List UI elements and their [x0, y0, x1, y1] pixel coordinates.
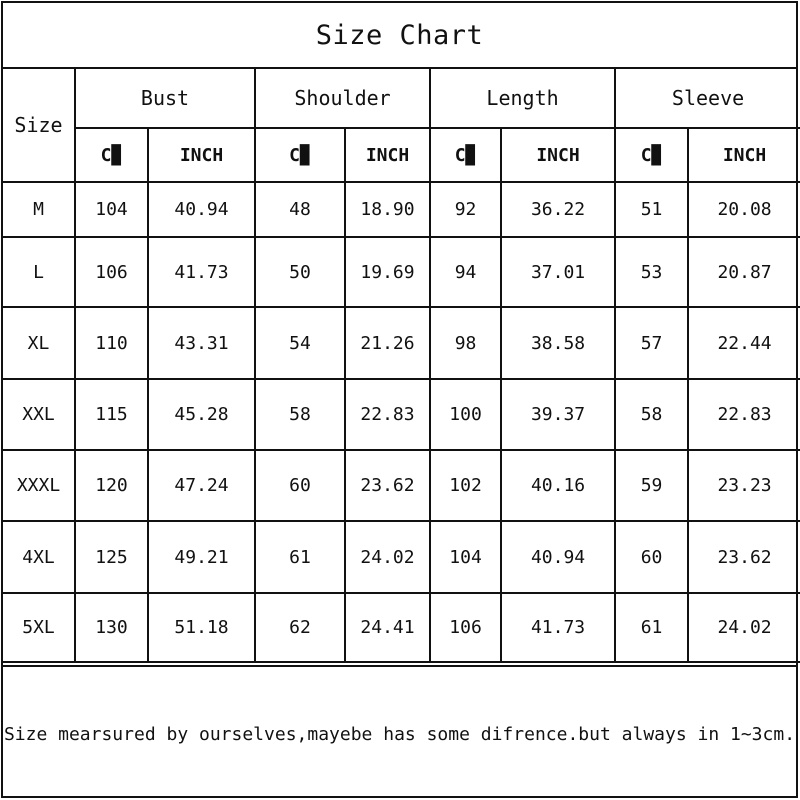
table-row	[3, 307, 800, 379]
size-chart	[1, 1, 798, 798]
sleeve-inch-cell: 22.83	[688, 379, 800, 450]
sleeve-cm-cell: 51	[615, 182, 688, 237]
length-cm-cell: 94	[430, 237, 501, 307]
group-header-row	[3, 69, 800, 128]
table-row	[3, 237, 800, 307]
shoulder-inch-cell: 22.83	[345, 379, 430, 450]
unit-inch-shoulder: INCH	[345, 128, 430, 182]
length-inch-cell: 37.01	[501, 237, 615, 307]
sleeve-inch-cell: 23.23	[688, 450, 800, 521]
bust-inch-cell: 49.21	[148, 521, 255, 593]
shoulder-cm-cell: 61	[255, 521, 345, 593]
sleeve-inch-cell: 24.02	[688, 593, 800, 662]
group-header-shoulder: Shoulder	[255, 69, 430, 128]
bust-cm-cell: 130	[75, 593, 148, 662]
bust-inch-cell: 41.73	[148, 237, 255, 307]
bust-inch-cell: 40.94	[148, 182, 255, 237]
length-inch-cell: 41.73	[501, 593, 615, 662]
table-row	[3, 182, 800, 237]
shoulder-inch-cell: 24.02	[345, 521, 430, 593]
unit-cm-shoulder: C▉	[255, 128, 345, 182]
shoulder-cm-cell: 60	[255, 450, 345, 521]
size-cell: 5XL	[3, 593, 75, 662]
unit-inch-bust: INCH	[148, 128, 255, 182]
size-cell: L	[3, 237, 75, 307]
sleeve-inch-cell: 23.62	[688, 521, 800, 593]
sleeve-cm-cell: 59	[615, 450, 688, 521]
bust-cm-cell: 110	[75, 307, 148, 379]
bust-cm-cell: 120	[75, 450, 148, 521]
shoulder-inch-cell: 21.26	[345, 307, 430, 379]
length-cm-cell: 100	[430, 379, 501, 450]
table-row	[3, 450, 800, 521]
length-inch-cell: 38.58	[501, 307, 615, 379]
shoulder-cm-cell: 50	[255, 237, 345, 307]
size-cell: XXXL	[3, 450, 75, 521]
bust-inch-cell: 47.24	[148, 450, 255, 521]
sleeve-inch-cell: 20.87	[688, 237, 800, 307]
length-cm-cell: 92	[430, 182, 501, 237]
bust-cm-cell: 125	[75, 521, 148, 593]
size-cell: XXL	[3, 379, 75, 450]
sleeve-cm-cell: 57	[615, 307, 688, 379]
bust-cm-cell: 106	[75, 237, 148, 307]
unit-cm-bust: C▉	[75, 128, 148, 182]
bust-inch-cell: 45.28	[148, 379, 255, 450]
group-header-length: Length	[430, 69, 615, 128]
sleeve-inch-cell: 20.08	[688, 182, 800, 237]
length-cm-cell: 104	[430, 521, 501, 593]
size-note: Size mearsured by ourselves,mayebe has some difrence.but always in 1~3cm.	[3, 665, 796, 796]
length-cm-cell: 98	[430, 307, 501, 379]
length-inch-cell: 36.22	[501, 182, 615, 237]
table-row	[3, 593, 800, 662]
size-column-header: Size	[3, 69, 75, 182]
length-inch-cell: 40.16	[501, 450, 615, 521]
sleeve-cm-cell: 61	[615, 593, 688, 662]
size-table	[3, 69, 800, 663]
table-row	[3, 379, 800, 450]
shoulder-inch-cell: 23.62	[345, 450, 430, 521]
length-cm-cell: 106	[430, 593, 501, 662]
sleeve-cm-cell: 53	[615, 237, 688, 307]
length-inch-cell: 39.37	[501, 379, 615, 450]
size-cell: M	[3, 182, 75, 237]
bust-cm-cell: 104	[75, 182, 148, 237]
chart-title: Size Chart	[3, 3, 796, 69]
sleeve-cm-cell: 58	[615, 379, 688, 450]
length-inch-cell: 40.94	[501, 521, 615, 593]
bust-cm-cell: 115	[75, 379, 148, 450]
size-table-body	[3, 182, 800, 662]
sleeve-inch-cell: 22.44	[688, 307, 800, 379]
length-cm-cell: 102	[430, 450, 501, 521]
shoulder-inch-cell: 19.69	[345, 237, 430, 307]
group-header-sleeve: Sleeve	[615, 69, 800, 128]
bust-inch-cell: 51.18	[148, 593, 255, 662]
unit-inch-length: INCH	[501, 128, 615, 182]
shoulder-cm-cell: 54	[255, 307, 345, 379]
group-header-bust: Bust	[75, 69, 255, 128]
shoulder-cm-cell: 62	[255, 593, 345, 662]
shoulder-inch-cell: 24.41	[345, 593, 430, 662]
unit-header-row	[3, 128, 800, 182]
size-cell: XL	[3, 307, 75, 379]
unit-cm-length: C▉	[430, 128, 501, 182]
unit-inch-sleeve: INCH	[688, 128, 800, 182]
shoulder-cm-cell: 48	[255, 182, 345, 237]
shoulder-cm-cell: 58	[255, 379, 345, 450]
size-cell: 4XL	[3, 521, 75, 593]
table-row	[3, 521, 800, 593]
shoulder-inch-cell: 18.90	[345, 182, 430, 237]
sleeve-cm-cell: 60	[615, 521, 688, 593]
unit-cm-sleeve: C▉	[615, 128, 688, 182]
bust-inch-cell: 43.31	[148, 307, 255, 379]
